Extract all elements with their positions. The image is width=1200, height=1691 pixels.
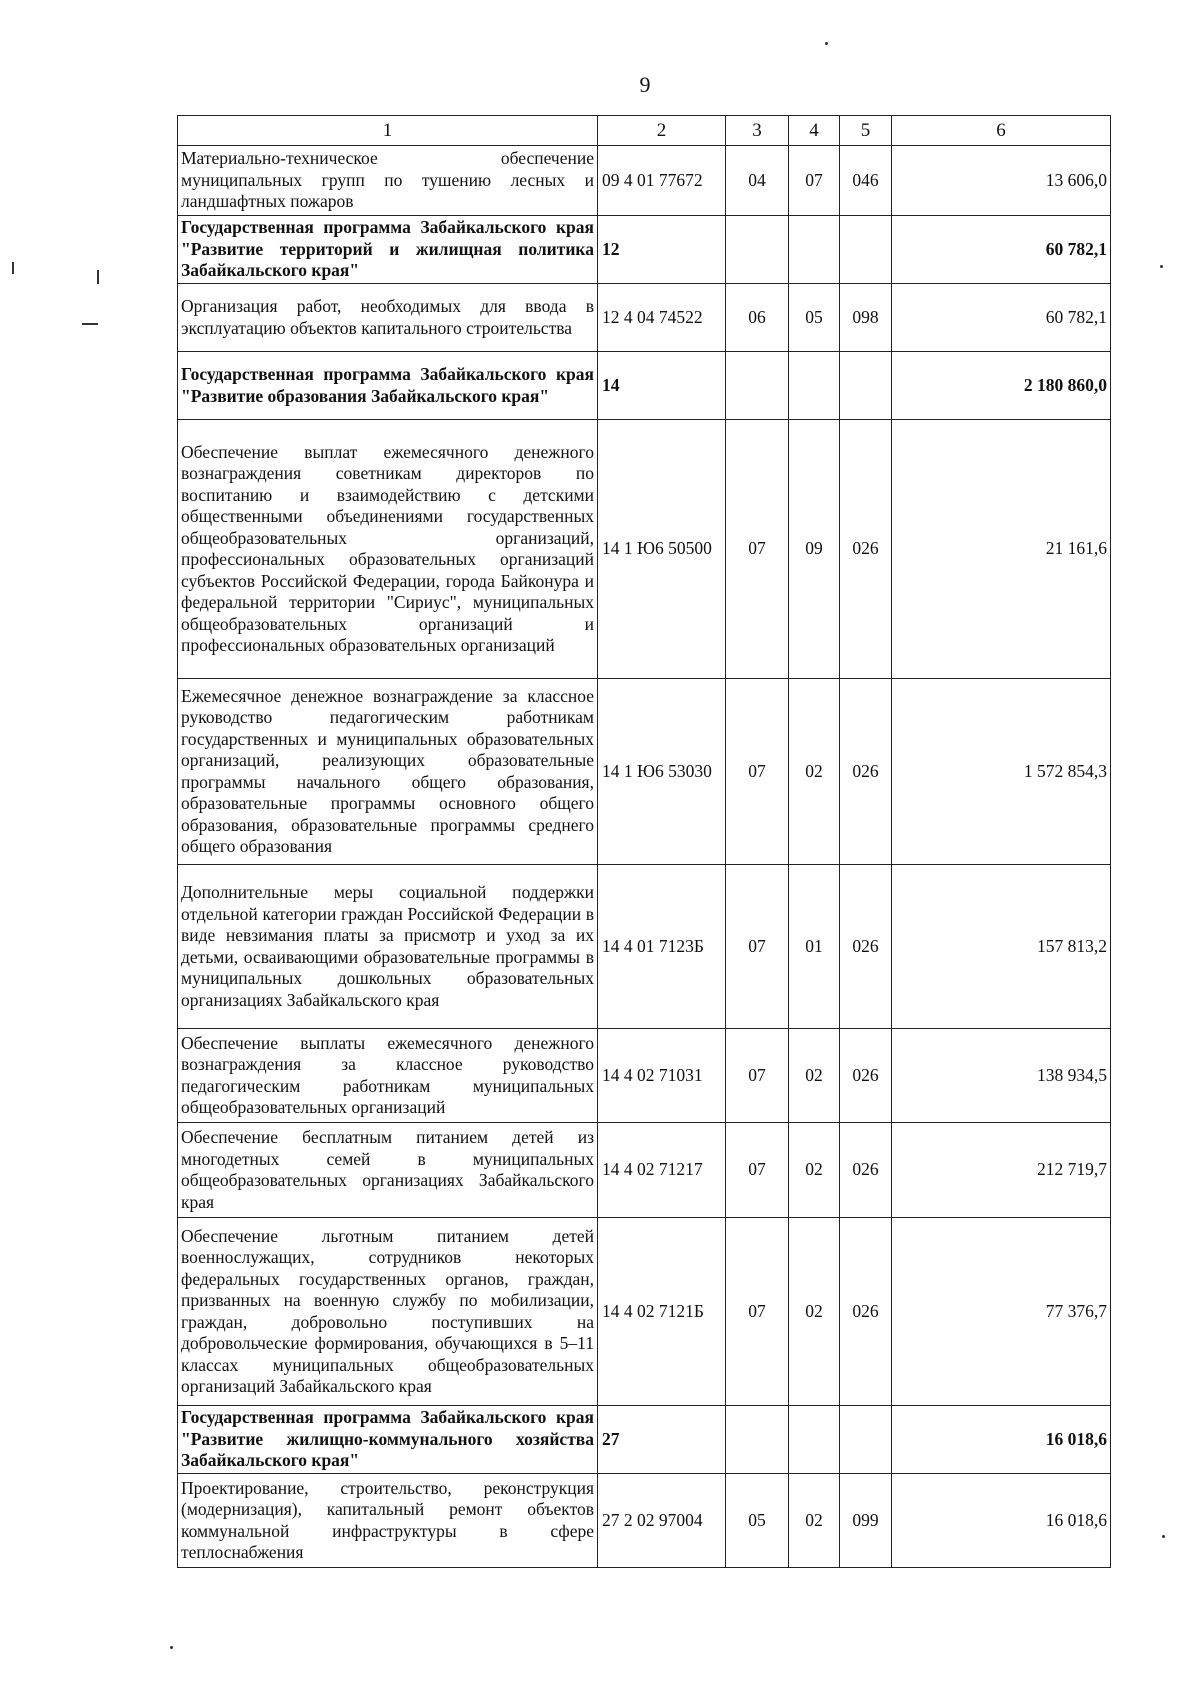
amount-value: 60 782,1 [892, 216, 1111, 284]
col-5-value: 099 [840, 1474, 892, 1568]
target-code: 27 [598, 1406, 726, 1474]
scan-speck [12, 262, 14, 274]
amount-value: 16 018,6 [892, 1474, 1111, 1568]
col-4-value: 02 [789, 1029, 840, 1123]
col-4-value: 02 [789, 679, 840, 865]
col-5-value: 098 [840, 284, 892, 352]
row-label: Государственная программа Забайкальского края "Развитие территорий и жилищная политика Забайкальского края" [178, 216, 598, 284]
row-label: Государственная программа Забайкальского края "Развитие образования Забайкальского края" [178, 352, 598, 420]
col-4-value [789, 216, 840, 284]
scan-speck [97, 270, 99, 284]
col-4-value: 02 [789, 1218, 840, 1406]
col-5-value [840, 352, 892, 420]
table-row [178, 420, 1111, 679]
row-label: Обеспечение выплат ежемесячного денежного вознаграждения советникам директоров по воспитанию и взаимодействию с детскими общественными объединениями государственных общеобразовательных организаций, профессиональных образовательных организаций субъектов Российской Федерации, города Байконура и федеральной территории "Сириус", муниципальных общеобразовательных организаций и профессиональных образовательных организаций [178, 420, 598, 679]
target-code: 14 4 01 7123Б [598, 865, 726, 1029]
amount-value: 212 719,7 [892, 1123, 1111, 1218]
amount-value: 1 572 854,3 [892, 679, 1111, 865]
scan-speck [170, 1646, 173, 1649]
row-label: Обеспечение выплаты ежемесячного денежного вознаграждения за классное руководство педагогическим работникам муниципальных общеобразовательных организаций [178, 1029, 598, 1123]
col-3-value: 07 [726, 679, 789, 865]
amount-value: 138 934,5 [892, 1029, 1111, 1123]
col-3-value: 07 [726, 865, 789, 1029]
table-row [178, 865, 1111, 1029]
scan-speck [82, 323, 98, 325]
header-col-1: 1 [178, 116, 598, 146]
table-body [178, 146, 1111, 1568]
target-code: 12 4 04 74522 [598, 284, 726, 352]
header-col-4: 4 [789, 116, 840, 146]
target-code: 14 [598, 352, 726, 420]
row-label: Материально-техническое обеспечение муниципальных групп по тушению лесных и ландшафтных пожаров [178, 146, 598, 216]
col-3-value [726, 216, 789, 284]
scan-speck [1162, 1535, 1165, 1538]
col-3-value: 05 [726, 1474, 789, 1568]
row-label: Организация работ, необходимых для ввода в эксплуатацию объектов капитального строительства [178, 284, 598, 352]
table-row [178, 216, 1111, 284]
table-row [178, 284, 1111, 352]
table-row [178, 1029, 1111, 1123]
amount-value: 157 813,2 [892, 865, 1111, 1029]
col-5-value: 026 [840, 865, 892, 1029]
page-number: 9 [639, 72, 651, 97]
col-4-value [789, 1406, 840, 1474]
col-5-value [840, 216, 892, 284]
col-3-value [726, 352, 789, 420]
col-5-value: 046 [840, 146, 892, 216]
target-code: 14 4 02 7121Б [598, 1218, 726, 1406]
col-3-value: 07 [726, 420, 789, 679]
scan-speck [825, 42, 828, 45]
col-4-value: 02 [789, 1474, 840, 1568]
budget-table [177, 115, 1111, 1568]
col-3-value: 07 [726, 1123, 789, 1218]
header-row [178, 116, 1111, 146]
col-5-value: 026 [840, 679, 892, 865]
amount-value: 60 782,1 [892, 284, 1111, 352]
amount-value: 77 376,7 [892, 1218, 1111, 1406]
col-4-value: 07 [789, 146, 840, 216]
row-label: Проектирование, строительство, реконструкция (модернизация), капитальный ремонт объектов коммунальной инфраструктуры в сфере теплоснабжения [178, 1474, 598, 1568]
target-code: 14 4 02 71031 [598, 1029, 726, 1123]
header-col-6: 6 [892, 116, 1111, 146]
row-label: Обеспечение бесплатным питанием детей из многодетных семей в муниципальных общеобразовательных организациях Забайкальского края [178, 1123, 598, 1218]
col-3-value: 06 [726, 284, 789, 352]
table-row [178, 1474, 1111, 1568]
col-4-value: 05 [789, 284, 840, 352]
col-4-value: 02 [789, 1123, 840, 1218]
col-5-value: 026 [840, 1123, 892, 1218]
target-code: 14 4 02 71217 [598, 1123, 726, 1218]
col-5-value: 026 [840, 1029, 892, 1123]
col-5-value: 026 [840, 420, 892, 679]
table-row [178, 146, 1111, 216]
amount-value: 16 018,6 [892, 1406, 1111, 1474]
row-label: Обеспечение льготным питанием детей военнослужащих, сотрудников некоторых федеральных государственных органов, граждан, призванных на военную службу по мобилизации, граждан, добровольно поступивших на добровольческие формирования, обучающихся в 5–11 классах муниципальных общеобразовательных организаций Забайкальского края [178, 1218, 598, 1406]
scan-speck [1160, 265, 1163, 268]
target-code: 14 1 Ю6 50500 [598, 420, 726, 679]
amount-value: 2 180 860,0 [892, 352, 1111, 420]
amount-value: 13 606,0 [892, 146, 1111, 216]
amount-value: 21 161,6 [892, 420, 1111, 679]
table-row [178, 1218, 1111, 1406]
col-3-value: 07 [726, 1029, 789, 1123]
table-row [178, 679, 1111, 865]
table-row [178, 352, 1111, 420]
row-label: Государственная программа Забайкальского края "Развитие жилищно-коммунального хозяйства Забайкальского края" [178, 1406, 598, 1474]
col-5-value [840, 1406, 892, 1474]
target-code: 14 1 Ю6 53030 [598, 679, 726, 865]
col-3-value: 07 [726, 1218, 789, 1406]
table-row [178, 1406, 1111, 1474]
table-row [178, 1123, 1111, 1218]
header-col-5: 5 [840, 116, 892, 146]
row-label: Ежемесячное денежное вознаграждение за классное руководство педагогическим работникам государственных и муниципальных образовательных организаций, реализующих образовательные программы начального общего образования, образовательные программы основного общего образования, образовательные программы среднего общего образования [178, 679, 598, 865]
col-3-value [726, 1406, 789, 1474]
target-code: 27 2 02 97004 [598, 1474, 726, 1568]
target-code: 12 [598, 216, 726, 284]
col-5-value: 026 [840, 1218, 892, 1406]
target-code: 09 4 01 77672 [598, 146, 726, 216]
header-col-2: 2 [598, 116, 726, 146]
col-3-value: 04 [726, 146, 789, 216]
col-4-value: 01 [789, 865, 840, 1029]
header-col-3: 3 [726, 116, 789, 146]
col-4-value [789, 352, 840, 420]
col-4-value: 09 [789, 420, 840, 679]
row-label: Дополнительные меры социальной поддержки отдельной категории граждан Российской Федерации в виде невзимания платы за присмотр и уход за их детьми, осваивающими образовательные программы в муниципальных дошкольных образовательных организациях Забайкальского края [178, 865, 598, 1029]
